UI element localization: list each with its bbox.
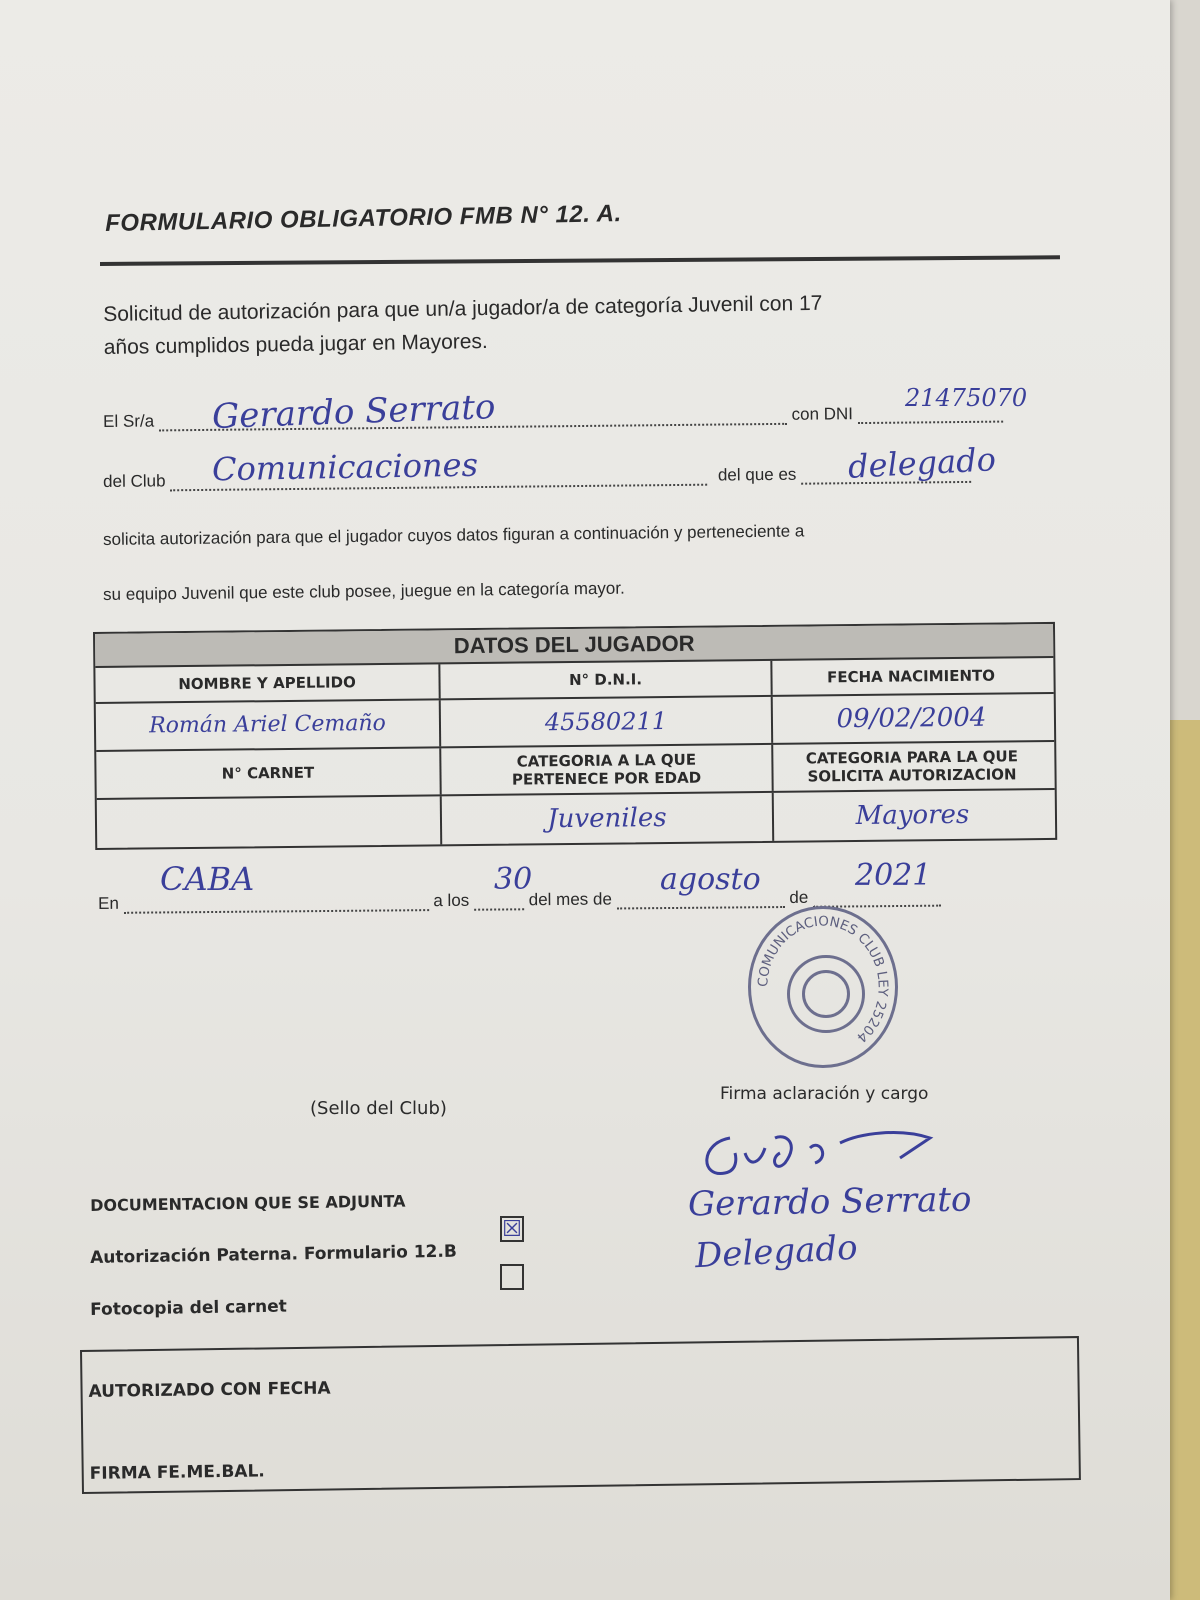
background-surface: [1170, 720, 1200, 1600]
signature-name: Gerardo Serrato: [687, 1179, 972, 1225]
value-en: CABA: [160, 860, 255, 898]
col-cat-edad: CATEGORIA A LA QUE PERTENECE POR EDAD: [441, 745, 773, 794]
cell-nombre[interactable]: [96, 700, 441, 750]
field-dni[interactable]: [858, 421, 1003, 425]
value-cargo: delegado: [847, 440, 997, 486]
doc-item-autorizacion: Autorización Paterna. Formulario 12.B: [90, 1241, 457, 1268]
value-nombre: Román Ariel Cemaño: [149, 710, 386, 739]
value-cat-edad: Juveniles: [547, 803, 667, 835]
col-fecha: FECHA NACIMIENTO: [826, 666, 996, 687]
value-dni-jugador: 45580211: [544, 706, 668, 737]
field-dia[interactable]: [474, 908, 524, 910]
value-anio: 2021: [855, 858, 932, 893]
table-row: [97, 790, 1055, 848]
col-nombre: NOMBRE Y APELLIDO: [95, 664, 440, 702]
intro-line-1: Solicitud de autorización para que un/a jugador/a de categoría Juvenil con 17: [103, 291, 823, 326]
authorization-box: [80, 1336, 1081, 1494]
label-mes: del mes de: [528, 889, 612, 910]
value-cat-solicita: Mayores: [855, 799, 970, 832]
form-title: FORMULARIO OBLIGATORIO FMB N° 12. A.: [105, 200, 622, 237]
doc-title: DOCUMENTACION QUE SE ADJUNTA: [90, 1191, 406, 1215]
value-mes: agosto: [660, 862, 761, 897]
label-del-que-es: del que es: [717, 464, 797, 485]
label-de: de: [789, 887, 809, 907]
value-sr: Gerardo Serrato: [211, 387, 497, 437]
cell-fecha[interactable]: [773, 694, 1050, 743]
title-rule: [100, 255, 1060, 266]
svg-text:COMUNICACIONES CLUB LEY 25204: [756, 915, 890, 1045]
stamp-text: COMUNICACIONES CLUB LEY 25204: [756, 914, 890, 1045]
cell-cat-edad[interactable]: [442, 793, 774, 844]
cell-cat-solicita[interactable]: [774, 790, 1051, 841]
value-dni: 21475070: [905, 384, 1028, 412]
col-dni: N° D.N.I.: [440, 661, 772, 698]
label-club: del Club: [103, 471, 166, 491]
field-en[interactable]: [124, 909, 429, 914]
signature-role: Delegado: [694, 1227, 859, 1277]
stamp-text-ring: [751, 909, 895, 1065]
table-header: DATOS DEL JUGADOR: [95, 624, 1053, 668]
checkbox-fotocopia[interactable]: [500, 1264, 524, 1290]
col-carnet: N° CARNET: [96, 748, 441, 798]
club-stamp: [748, 906, 898, 1068]
label-autorizado: AUTORIZADO CON FECHA: [88, 1378, 331, 1402]
label-sello: (Sello del Club): [310, 1098, 447, 1119]
intro-text: [103, 283, 1064, 364]
body-line-2: su equipo Juvenil que este club posee, juegue en la categoría mayor.: [103, 578, 625, 604]
cell-carnet[interactable]: [97, 796, 442, 848]
value-dia: 30: [494, 862, 533, 897]
label-en: En: [98, 893, 119, 913]
intro-line-2: años cumplidos pueda jugar en Mayores.: [103, 329, 488, 359]
label-sr: El Sr/a: [103, 411, 155, 431]
background-edge: [1170, 0, 1200, 1600]
value-fecha: 09/02/2004: [836, 702, 987, 735]
value-club: Comunicaciones: [211, 445, 479, 489]
body-line-1: solicita autorización para que el jugador cuyos datos figuran a continuación y perteneciente a: [103, 521, 805, 549]
player-data-table: [93, 622, 1057, 850]
label-dni: con DNI: [791, 404, 854, 424]
cell-dni[interactable]: [441, 697, 773, 746]
label-firma-febal: FIRMA FE.ME.BAL.: [89, 1461, 265, 1484]
label-firma: Firma aclaración y cargo: [720, 1084, 929, 1104]
doc-item-fotocopia: Fotocopia del carnet: [90, 1296, 288, 1320]
col-cat-solicita: CATEGORIA PARA LA QUE SOLICITA AUTORIZACION: [805, 747, 1019, 786]
signature-scribble: [690, 1118, 950, 1188]
checkbox-autorizacion[interactable]: ☒: [500, 1216, 524, 1242]
label-a-los: a los: [433, 890, 470, 911]
